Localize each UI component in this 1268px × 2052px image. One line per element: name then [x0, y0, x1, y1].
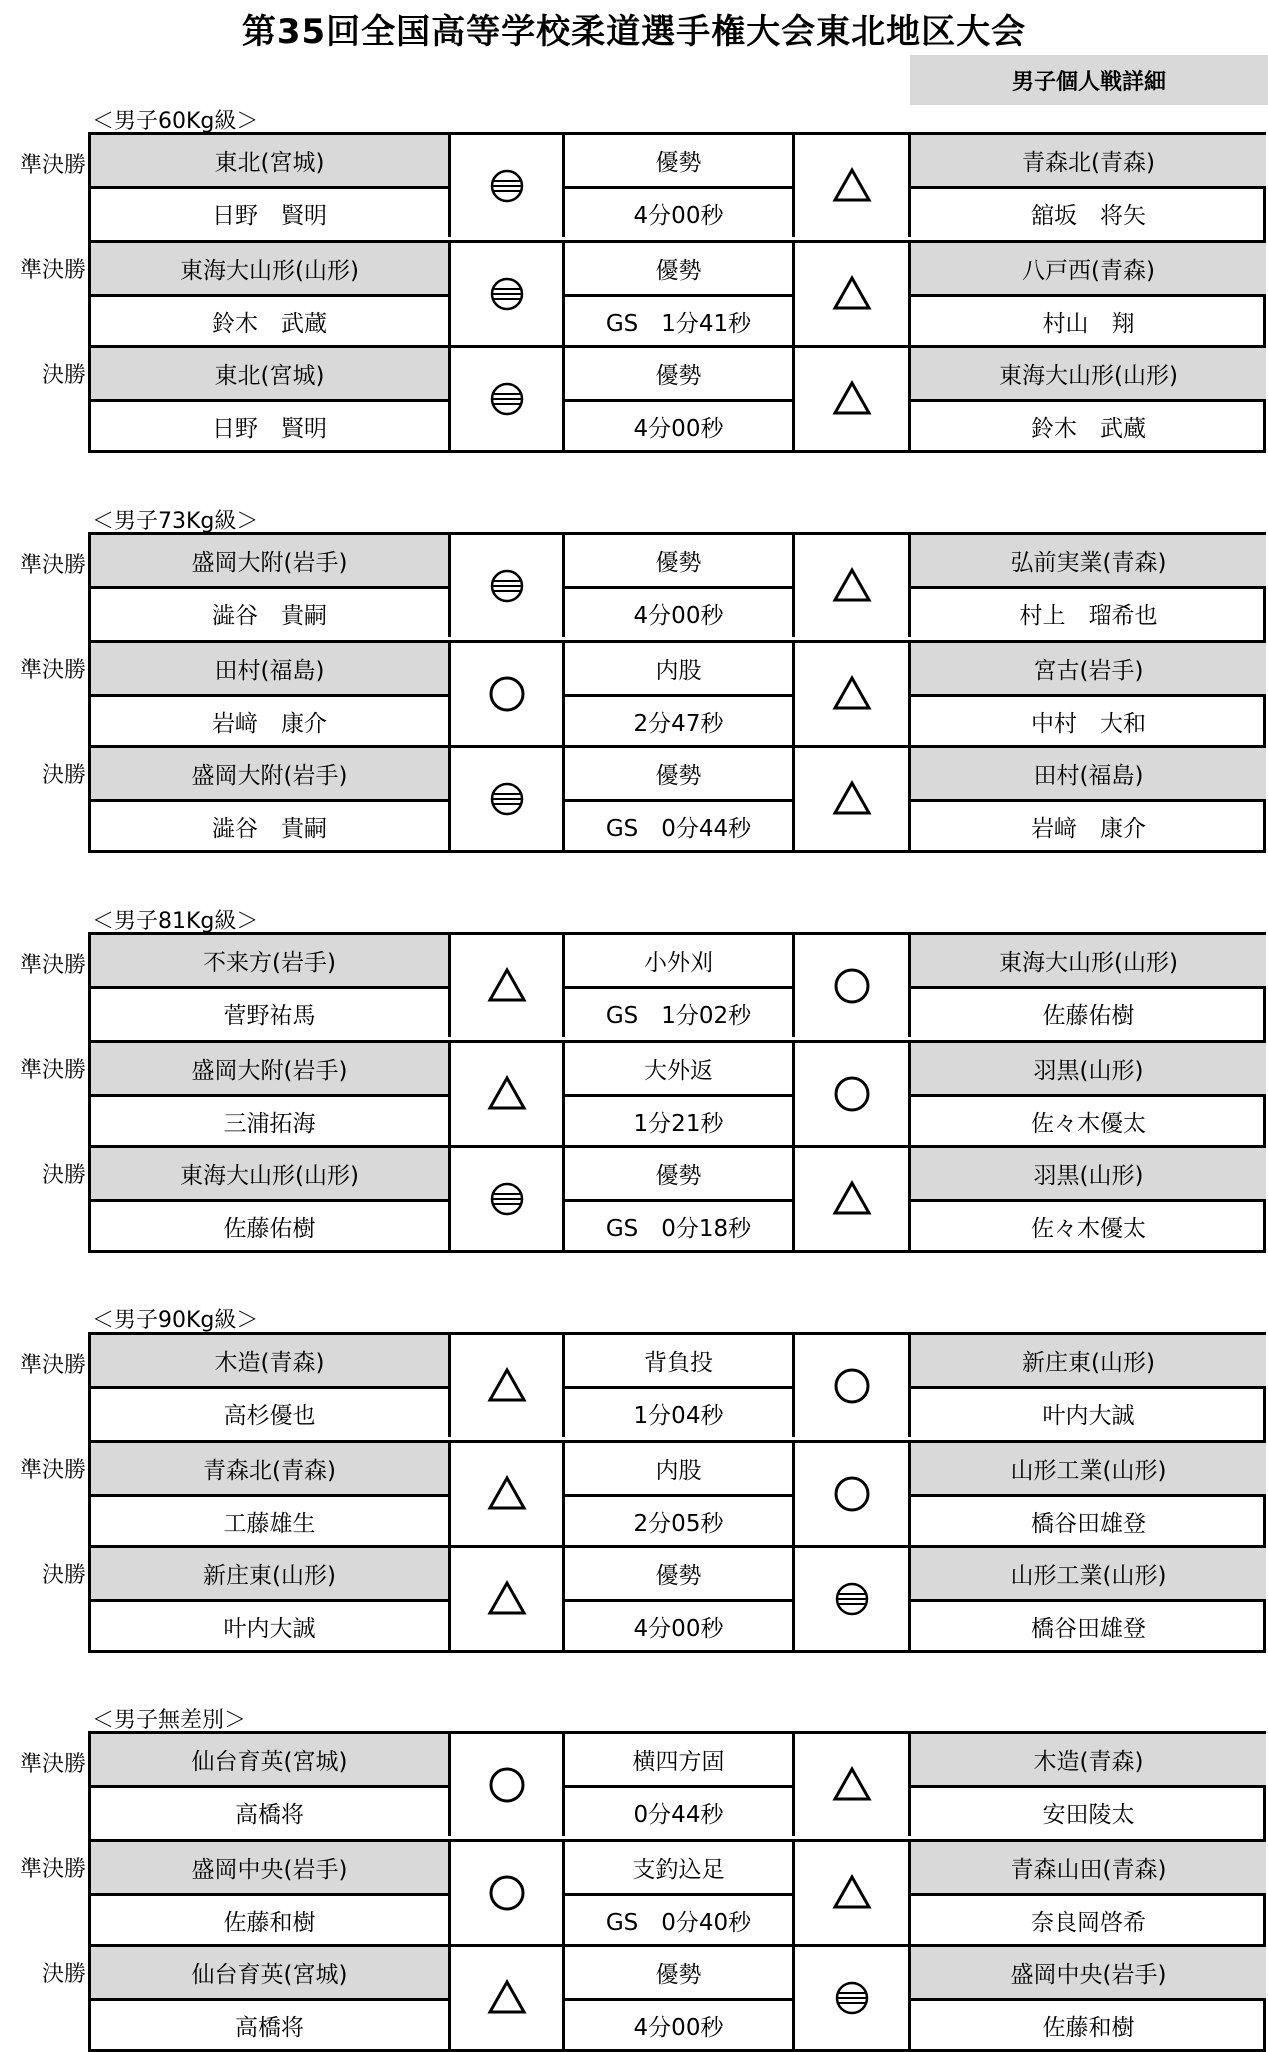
match-row: [91, 1734, 1263, 1839]
match-time: 1分21秒: [565, 1094, 792, 1145]
left-school: 仙台育英(宮城): [91, 1734, 448, 1785]
technique: 内股: [655, 658, 702, 684]
column-divider: [908, 1443, 911, 1545]
match-time: GS 1分02秒: [565, 986, 792, 1037]
right-school: 東海大山形(山形): [911, 935, 1266, 986]
column-divider: [908, 1548, 911, 1650]
match-time: 1分04秒: [565, 1386, 792, 1437]
left-school: 東海大山形(山形): [91, 1148, 448, 1199]
circle-icon: [795, 1335, 908, 1437]
match-row: [91, 640, 1263, 745]
minus-icon: [795, 1548, 908, 1650]
column-divider: [908, 535, 911, 637]
left-player: 日野 賢明: [91, 186, 448, 237]
right-school: 八戸西(青森): [911, 243, 1266, 294]
match-time: 2分47秒: [565, 694, 792, 745]
column-divider: [562, 1148, 565, 1250]
left-player: 日野 賢明: [91, 399, 448, 450]
round-label: 決勝: [41, 1563, 86, 1588]
right-school: 青森山田(青森): [911, 1842, 1266, 1893]
technique: 優勢: [655, 363, 702, 389]
circle-icon: [451, 1842, 562, 1944]
right-player: 村上 瑠希也: [911, 586, 1266, 637]
round-label: 決勝: [41, 1962, 86, 1987]
technique: 大外返: [644, 1058, 713, 1084]
round-label: 準決勝: [19, 153, 86, 178]
section-label: ＜男子60Kg級＞: [92, 109, 259, 134]
technique: 優勢: [655, 1163, 702, 1189]
match-time: 4分00秒: [565, 1998, 792, 2049]
match-time: GS 0分18秒: [565, 1199, 792, 1250]
left-school: 東海大山形(山形): [91, 243, 448, 294]
match-row: [91, 345, 1263, 450]
triangle-icon: [451, 1335, 562, 1437]
triangle-icon: [451, 1043, 562, 1145]
round-label: 準決勝: [19, 1752, 86, 1777]
triangle-icon: [795, 243, 908, 345]
round-label: 決勝: [41, 1163, 86, 1188]
match-time: 4分00秒: [565, 186, 792, 237]
match-table: [88, 932, 1266, 1253]
column-divider: [908, 643, 911, 745]
technique: 支釣込足: [632, 1857, 725, 1883]
left-school: 田村(福島): [91, 643, 448, 694]
right-school: 山形工業(山形): [911, 1443, 1266, 1494]
right-player: 村山 翔: [911, 294, 1266, 345]
match-time: 4分00秒: [565, 399, 792, 450]
circle-icon: [451, 643, 562, 745]
technique: 優勢: [655, 550, 702, 576]
right-school: 羽黒(山形): [911, 1043, 1266, 1094]
left-school: 盛岡中央(岩手): [91, 1842, 448, 1893]
section-label: ＜男子無差別＞: [92, 1708, 247, 1733]
technique: 優勢: [655, 1962, 702, 1988]
column-divider: [908, 1842, 911, 1944]
technique: 優勢: [655, 1563, 702, 1589]
left-player: 菅野祐馬: [91, 986, 448, 1037]
minus-icon: [451, 348, 562, 450]
column-divider: [562, 1548, 565, 1650]
right-player: 鈴木 武蔵: [911, 399, 1266, 450]
triangle-icon: [451, 935, 562, 1037]
column-divider: [908, 748, 911, 850]
circle-icon: [795, 935, 908, 1037]
left-school: 盛岡大附(岩手): [91, 1043, 448, 1094]
column-divider: [908, 1043, 911, 1145]
left-school: 新庄東(山形): [91, 1548, 448, 1599]
column-divider: [562, 643, 565, 745]
match-table: [88, 532, 1266, 853]
match-time: 2分05秒: [565, 1494, 792, 1545]
right-school: 東海大山形(山形): [911, 348, 1266, 399]
round-label: 準決勝: [19, 553, 86, 578]
match-table: [88, 1332, 1266, 1653]
minus-icon: [451, 1148, 562, 1250]
circle-icon: [795, 1043, 908, 1145]
match-time: GS 0分44秒: [565, 799, 792, 850]
round-label: 準決勝: [19, 1058, 86, 1083]
technique: 内股: [655, 1458, 702, 1484]
left-player: 三浦拓海: [91, 1094, 448, 1145]
round-label: 準決勝: [19, 258, 86, 283]
match-row: [91, 1040, 1263, 1145]
technique: 横四方固: [632, 1749, 725, 1775]
left-school: 東北(宮城): [91, 135, 448, 186]
column-divider: [562, 1443, 565, 1545]
triangle-icon: [795, 643, 908, 745]
match-row: [91, 1839, 1263, 1944]
page-subtitle: 男子個人戦詳細: [910, 55, 1268, 105]
column-divider: [908, 1335, 911, 1437]
triangle-icon: [795, 535, 908, 637]
right-school: 羽黒(山形): [911, 1148, 1266, 1199]
match-row: [91, 535, 1263, 640]
left-player: 澁谷 貴嗣: [91, 799, 448, 850]
round-label: 準決勝: [19, 953, 86, 978]
column-divider: [908, 348, 911, 450]
triangle-icon: [795, 135, 908, 237]
right-player: 橋谷田雄登: [911, 1599, 1266, 1650]
triangle-icon: [451, 1947, 562, 2049]
technique: 背負投: [644, 1350, 713, 1376]
column-divider: [908, 1734, 911, 1836]
left-player: 叶内大誠: [91, 1599, 448, 1650]
match-table: [88, 132, 1266, 453]
minus-icon: [451, 748, 562, 850]
column-divider: [562, 1043, 565, 1145]
right-player: 叶内大誠: [911, 1386, 1266, 1437]
column-divider: [562, 1734, 565, 1836]
column-divider: [562, 243, 565, 345]
section-label: ＜男子90Kg級＞: [92, 1308, 259, 1333]
right-school: 青森北(青森): [911, 135, 1266, 186]
technique: 小外刈: [644, 950, 713, 976]
right-player: 舘坂 将矢: [911, 186, 1266, 237]
round-label: 準決勝: [19, 1458, 86, 1483]
minus-icon: [451, 535, 562, 637]
match-row: [91, 1944, 1263, 2049]
left-school: 盛岡大附(岩手): [91, 535, 448, 586]
match-row: [91, 240, 1263, 345]
column-divider: [908, 1148, 911, 1250]
triangle-icon: [795, 748, 908, 850]
right-school: 木造(青森): [911, 1734, 1266, 1785]
technique: 優勢: [655, 150, 702, 176]
left-player: 高橋将: [91, 1785, 448, 1836]
right-school: 盛岡中央(岩手): [911, 1947, 1266, 1998]
left-player: 高橋将: [91, 1998, 448, 2049]
match-row: [91, 1545, 1263, 1650]
right-player: 佐々木優太: [911, 1094, 1266, 1145]
left-player: 鈴木 武蔵: [91, 294, 448, 345]
left-player: 岩﨑 康介: [91, 694, 448, 745]
round-label: 準決勝: [19, 1857, 86, 1882]
left-school: 盛岡大附(岩手): [91, 748, 448, 799]
column-divider: [562, 935, 565, 1037]
match-row: [91, 745, 1263, 850]
column-divider: [562, 1842, 565, 1944]
section-label: ＜男子73Kg級＞: [92, 509, 259, 534]
column-divider: [562, 748, 565, 850]
minus-icon: [451, 243, 562, 345]
column-divider: [908, 1947, 911, 2049]
triangle-icon: [451, 1443, 562, 1545]
match-row: [91, 935, 1263, 1040]
right-school: 山形工業(山形): [911, 1548, 1266, 1599]
match-row: [91, 1145, 1263, 1250]
triangle-icon: [795, 348, 908, 450]
round-label: 決勝: [41, 363, 86, 388]
column-divider: [562, 135, 565, 237]
circle-icon: [451, 1734, 562, 1836]
column-divider: [562, 348, 565, 450]
match-time: GS 1分41秒: [565, 294, 792, 345]
column-divider: [908, 135, 911, 237]
technique: 優勢: [655, 763, 702, 789]
triangle-icon: [795, 1842, 908, 1944]
column-divider: [908, 243, 911, 345]
triangle-icon: [795, 1734, 908, 1836]
left-school: 仙台育英(宮城): [91, 1947, 448, 1998]
round-label: 決勝: [41, 763, 86, 788]
match-row: [91, 135, 1263, 240]
left-player: 高杉優也: [91, 1386, 448, 1437]
left-school: 東北(宮城): [91, 348, 448, 399]
column-divider: [562, 535, 565, 637]
left-player: 佐藤和樹: [91, 1893, 448, 1944]
triangle-icon: [451, 1548, 562, 1650]
left-player: 澁谷 貴嗣: [91, 586, 448, 637]
right-school: 新庄東(山形): [911, 1335, 1266, 1386]
circle-icon: [795, 1443, 908, 1545]
right-player: 中村 大和: [911, 694, 1266, 745]
right-school: 弘前実業(青森): [911, 535, 1266, 586]
minus-icon: [795, 1947, 908, 2049]
right-school: 宮古(岩手): [911, 643, 1266, 694]
match-row: [91, 1440, 1263, 1545]
match-time: 0分44秒: [565, 1785, 792, 1836]
left-player: 工藤雄生: [91, 1494, 448, 1545]
left-school: 木造(青森): [91, 1335, 448, 1386]
left-school: 不来方(岩手): [91, 935, 448, 986]
column-divider: [562, 1335, 565, 1437]
match-time: GS 0分40秒: [565, 1893, 792, 1944]
right-player: 奈良岡啓希: [911, 1893, 1266, 1944]
minus-icon: [451, 135, 562, 237]
right-player: 岩﨑 康介: [911, 799, 1266, 850]
round-label: 準決勝: [19, 1353, 86, 1378]
triangle-icon: [795, 1148, 908, 1250]
column-divider: [562, 1947, 565, 2049]
match-time: 4分00秒: [565, 1599, 792, 1650]
left-player: 佐藤佑樹: [91, 1199, 448, 1250]
right-player: 橋谷田雄登: [911, 1494, 1266, 1545]
column-divider: [908, 935, 911, 1037]
right-player: 安田陵太: [911, 1785, 1266, 1836]
right-player: 佐藤佑樹: [911, 986, 1266, 1037]
match-time: 4分00秒: [565, 586, 792, 637]
left-school: 青森北(青森): [91, 1443, 448, 1494]
right-player: 佐々木優太: [911, 1199, 1266, 1250]
page-title: 第35回全国高等学校柔道選手権大会東北地区大会: [241, 12, 1027, 52]
section-label: ＜男子81Kg級＞: [92, 909, 259, 934]
technique: 優勢: [655, 258, 702, 284]
right-school: 田村(福島): [911, 748, 1266, 799]
match-table: [88, 1731, 1266, 2052]
right-player: 佐藤和樹: [911, 1998, 1266, 2049]
round-label: 準決勝: [19, 658, 86, 683]
match-row: [91, 1335, 1263, 1440]
